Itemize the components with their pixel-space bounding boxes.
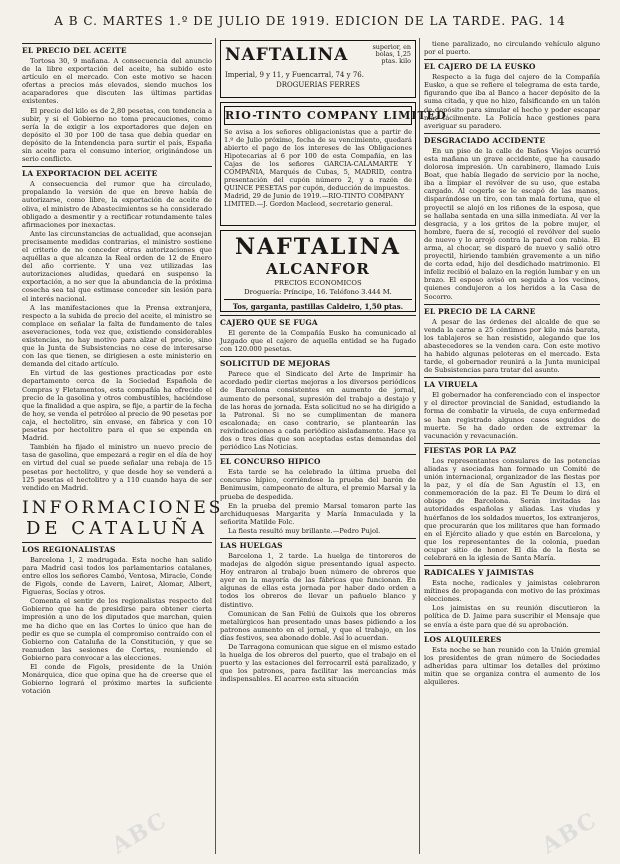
article-paragraph: También ha fijado el ministro un nuevo precio de tasa de gasolina, que empezará a regir en el día de hoy en virtud del cual se puede señalar una rebaja de 15 pesetas por hectolitro, y que desde hoy se venderá a 125 pesetas el hectolitro y a 110 cuando haya de ser vendido en Madrid. xyxy=(22,443,212,492)
left-column xyxy=(22,40,224,854)
section-title: INFORMACIONES xyxy=(22,497,224,518)
advert-brand: NAFTALINA xyxy=(225,45,349,65)
article-paragraph: Esta noche, radicales y jaimistas celebraron mítines de propaganda con motivo de las próximas elecciones. xyxy=(424,579,600,604)
section-heading: RADICALES Y JAIMISTAS xyxy=(424,565,600,577)
rio-tinto-notice xyxy=(220,102,447,226)
notice-body: Se avisa a los señores obligacionistas que a partir de 1.º de Julio próximo, fecha de su vencimiento, quedará abierto el pago de los intereses de las Obligaciones Hipotecarias al 6 por 100 de esta Compañía, en las Cajas de los señores GARCIA-CALAMARTE Y COMPAÑIA, Marqués de Cubas, 5, MADRID, contra presentación del cupón número 2, y a razón de QUINCE PESETAS por cupón, deducción de impuestos. xyxy=(224,128,412,192)
article-paragraph: Ante las circunstancias de actualidad, que aconsejan precisamente medidas contrarias, el ministro sostiene el criterio de no conceder otras autorizaciones que aquéllas a que alcanza la Real orden de 12 de Enero del año corriente. Y una vez utilizadas las autorizaciones aludidas, quedará en suspenso la exportación, a no ser que la abundancia de la próxima cosecha sea tal que estimase conceder sin lesión para el interés nacional. xyxy=(22,229,212,303)
section-heading: LOS REGIONALISTAS xyxy=(22,542,212,554)
column-rule xyxy=(215,38,216,854)
right-column xyxy=(424,40,600,854)
article-paragraph: En la prueba del premio Marsal tomaron parte las archiduquesas Margarita y María Inmaculada y la señorita Matilde Folc. xyxy=(220,501,416,526)
article-paragraph: Barcelona 1, 2 madrugada. Esta noche han salido para Madrid casi todos los parlamentarios catalanes, entre ellos los señores Cambó, Ventosa, Miracle, Conde de Figols, conde de Lavern, Lairet, Alomar, Albert, Figueras, Socías y otros. xyxy=(22,555,212,597)
article-paragraph: Tortosa 30, 9 mañana. A consecuencia del anuncio de la libre exportación del aceite, ha subido este artículo en el mercado. Con este motivo se hacen ofertas a precios más elevados, siendo muchos los acaparadores que discuten las últimas partidas existentes. xyxy=(22,57,212,106)
column-rule xyxy=(419,38,420,854)
article-paragraph: El conde de Figols, presidente de la Unión Monárquica, dice que opina que ha de creerse que el Gobierno logrará el próximo martes la suficiente votación xyxy=(22,663,212,696)
notice-footer: Madrid, 29 de Junio de 1919.—RIO-TINTO COMPANY LIMITED.—J. Gordon Macleod, secretario general. xyxy=(224,192,405,208)
advert-subtitle: ALCANFOR xyxy=(266,260,370,278)
article-paragraph: El precio del kilo es de 2,80 pesetas, con tendencia a subir, y si el Gobierno no toma precauciones, como sería la de exigir a los exportadores que dejen en depósito el 30 por 100 de tasa que debía quedar en depósito de la Intendencia para surtir el país, España sin aceite para el consumo interior, originándose un serio conflicto. xyxy=(22,106,212,164)
advert-footer: Tos, garganta, pastillas Caldeiro, 1,50 ptas. xyxy=(224,299,412,311)
advert-store: DROGUERIAS FERRES xyxy=(276,81,360,89)
naftalina-advert xyxy=(220,40,416,98)
article-paragraph: En virtud de las gestiones practicadas por este departamento cerca de la Sociedad Española de Compras y Fletamentos, esta compañía ha ofrecido el precio de la gasolina y otros combustibles, haciéndose que la finalidad a que aspira, se fije, a partir de la fecha de hoy, se venda el petróleo al precio de 90 pesetas por caja, el hectolitro, sin envase, en fábrica y con 10 pesetas por hectolitro para el que se expenda en Madrid. xyxy=(22,369,212,443)
advert-price: PRECIOS ECONOMICOS xyxy=(274,279,362,287)
article-paragraph: Comunican de San Feliú de Guixols que los obreros metalúrgicos han presentado unas bases pidiendo a los patronos aumento en el jornal, y que el trabajo, en los días festivos, sea abonado doble. Así lo acuerdan. xyxy=(220,609,416,642)
article-paragraph: Respecto a la fuga del cajero de la Compañía Eusko, a que se refiere el telegrama de esta tarde, figurando que iba al Banco a hacer depósito de la suma citada, y que no hizo, falsificando en un talón de depósito para simular el hecho y poder escapar más fácilmente. La Policía hace gestiones para averiguar su paradero. xyxy=(424,73,600,130)
middle-column xyxy=(220,40,447,854)
advert-address: Imperial, 9 y 11, y Fuencarral, 74 y 76. xyxy=(225,71,364,79)
abc-watermark: ABC xyxy=(107,806,173,860)
article-paragraph: Comenta el sentir de los regionalistas respecto del Gobierno que ha de presidirse para obtener cierta impresión a uno de los diputados que marchan, quien me ha dicho que en las Cortes lo único que han de pedir es que se cumpla el compromiso contraído con el Gobierno con Cataluña de la Constitución, y que se reanuden las sesiones de Cortes, reuniendo el Gobierno para convocar a las elecciones. xyxy=(22,597,212,662)
middle-articles xyxy=(220,315,416,683)
article-paragraph: Esta tarde se ha celebrado la última prueba del concurso hípico, corriéndose la prueba del barón de Benimusim, campeonato de altura, el premio Marsal y la prueba de despedida. xyxy=(220,468,416,501)
article-paragraph: A consecuencia del rumor que ha circulado, propalando la versión de que en breve había de autorizarse, como libre, la exportación de aceite de oliva, el ministro de Abastecimientos se ha considerado obligado a desmentir y a rectificar rotundamente tales afirmaciones por inexactas. xyxy=(22,180,212,229)
article-paragraph: La fiesta resultó muy brillante.—Pedro Pujol. xyxy=(228,526,381,535)
article-paragraph: En un piso de la calle de Baños Viejos ocurrió esta mañana un grave accidente, que ha causado dolorosa impresión. Un carabinero, llamado Luis Boat, que había llegado de servicio por la noche, iba a limpiar el revólver de su uso, que estaba cargado. Al cogerle se le escapó de las manos, disparándose un tiro, con tan mala fortuna, que el proyectil se alojó en los riñones de la esposa, que se hallaba sentada en una silla inmediata. Al ver la desgracia, y a los gritos de la pobre mujer, el hombre, fuera de sí, recogió el revólver del suelo de nuevo y lo arrojó contra la pared con rabia. El arma, al chocar, se disparó de nuevo y salió otro proyectil, hiriendo también gravemente a un niño de corta edad, hijo del desdichado matrimonio. El infeliz recibió el balazo en la región lumbar y en un brazo. El esposo avisó en seguida a los vecinos, quienes condujeron a los heridos a la Casa de Socorro. xyxy=(424,146,600,301)
section-heading: SOLICITUD DE MEJORAS xyxy=(220,356,416,368)
abc-watermark: ABC xyxy=(537,806,603,860)
article-paragraph: tiene paralizado, no circulando vehículo alguno por el puerto. xyxy=(424,40,600,57)
section-heading: LA EXPORTACION DEL ACEITE xyxy=(22,166,212,178)
advert-brand: NAFTALINA xyxy=(235,234,401,260)
section-title: DE CATALUÑA xyxy=(26,517,208,539)
section-heading: LOS ALQUILERES xyxy=(424,632,600,644)
section-heading: EL CONCURSO HIPICO xyxy=(220,454,416,466)
page-header: A B C. MARTES 1.º DE JULIO DE 1919. EDICION DE LA TARDE. PAG. 14 xyxy=(54,14,566,28)
article-paragraph: Los representantes consulares de las potencias aliadas y asociadas han formado un Comité de unión internacional, organizador de las fiestas por la paz, y el día de San Agustín el 13, en conmemoración de la paz. El Te Deum lo dirá el obispo de Barcelona. Serán invitadas las autoridades españolas y aliadas. Las viudas y huérfanos de los soldados muertos, los extranjeros, que procurarán que los militares que han formado en el Ejército aliado y que estén en Barcelona, y que los representantes de la colonia, puedan ocupar sitio de honor. El día de la fiesta se celebrará en la iglesia de Santa María. xyxy=(424,456,600,562)
article-paragraph: De Tarragona comunican que sigue en el mismo estado la huelga de los obreros del puerto, que el trabajo en el puerto y las estaciones del ferrocarril está paralizado, y que los patronos, para facilitar las mercancías más indispensables. El acarreo esta situación xyxy=(220,643,416,684)
section-heading: DESGRACIADO ACCIDENTE xyxy=(424,133,600,145)
section-heading: EL PRECIO DE LA CARNE xyxy=(424,304,600,316)
section-heading: FIESTAS POR LA PAZ xyxy=(424,443,600,455)
article-paragraph: Los jaimistas en su reunión discutieron la política de D. Jaime para suscribir el Mensaje que se envía a éste para que dé su aprobación. xyxy=(424,604,600,629)
section-heading: EL PRECIO DEL ACEITE xyxy=(22,43,212,55)
article-paragraph: A las manifestaciones que la Prensa extranjera, respecto a la subida de precio del aceite, el ministro se complace en señalar la falta de fundamento de tales aseveraciones, toda vez que, existiendo considerables existencias, no hay motivo para alzar el precio, sino que la Junta de Subsistencias no cese de interesarse con las que tienen, se dirigiesen a este ministerio en demanda del citado artículo. xyxy=(22,303,212,369)
article-paragraph: El gerente de la Compañía Eusko ha comunicado al Juzgado que el cajero de aquella entidad se ha fugado con 120.000 pesetas. xyxy=(220,329,416,354)
notice-title: RIO-TINTO COMPANY LIMITED xyxy=(224,106,412,125)
section-heading: EL CAJERO DE LA EUSKO xyxy=(424,59,600,71)
article-paragraph: A pesar de las órdenes del alcalde de que se venda la carne a 25 céntimos por kilo más barata, los tablajeros se han resistido, alegando que los abastecedores se la venden cara. Con este motivo ha habido algunas peloteras en el mercado. Esta tarde, el gobernador reunirá a la Junta municipal de Subsistencias para tratar del asunto. xyxy=(424,317,600,375)
section-heading: LA VIRUELA xyxy=(424,377,600,389)
article-paragraph: Parece que el Sindicato del Arte de Imprimir ha acordado pedir ciertas mejoras a los diversos periódicos de Barcelona consistentes en aumento de jornal, aumento de personal, supresión del trabajo a destajo y de las horas de jornada. Esta solicitud no se ha dirigido a la Patronal. Si no se cumplimentan de manera escalonada; en caso contrario, se plantearán las reivindicaciones a cada periódico aisladamente. Hace ya dos o tres días que son aceptadas estas demandas del periódico Las Noticias. xyxy=(220,370,416,452)
advert-price: superior, en bolas, 1,25 ptas. kilo xyxy=(372,43,411,65)
article-paragraph: Barcelona 1, 2 tarde. La huelga de tintoreros de madejas de algodón sigue presentando igual aspecto. Hoy entraron al trabajo buen número de obreros que ayer en la mayoría de las fábricas que funcionan. En algunas de ellas esta jornada por haber dado orden a todos los obreros de llevar un pañuelo blanco y distintivo. xyxy=(220,551,416,609)
article-paragraph: El gobernador ha conferenciado con el inspector y el director provincial de Sanidad, estudiando la forma de combatir la viruela, de cuya enfermedad se han registrado algunos casos seguidos de muerte. Se ha dado orden de extremar la vacunación y revacunación. xyxy=(424,391,600,440)
section-heading: LAS HUELGAS xyxy=(220,538,416,550)
naftalina-alcanfor-advert xyxy=(220,230,416,312)
advert-store: Droguería: Príncipe, 16. Teléfono 3.444 M. xyxy=(244,288,392,296)
section-heading: CAJERO QUE SE FUGA xyxy=(220,315,416,327)
article-paragraph: Esta noche se han reunido con la Unión gremial los presidentes de gran número de Sociedades adheridas para ultimar los detalles del próximo mitin que se organiza contra el aumento de los alquileres. xyxy=(424,645,600,686)
